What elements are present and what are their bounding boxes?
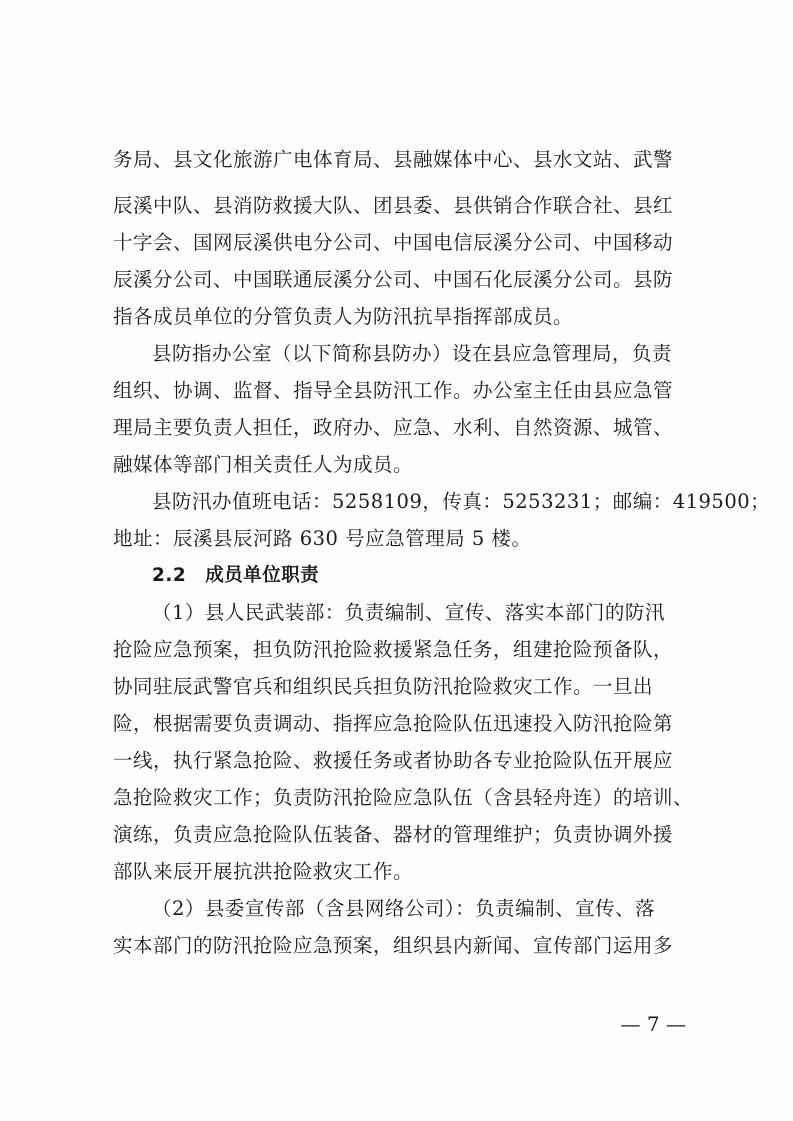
text-line: 十字会、国网辰溪供电分公司、中国电信辰溪分公司、中国移动 — [113, 231, 674, 254]
text-line: 协同驻辰武警官兵和组织民兵担负防汛抢险救灾工作。一旦出 — [113, 675, 654, 698]
text-line: 辰溪中队、县消防救援大队、团县委、县供销合作联合社、县红 — [113, 194, 674, 217]
text-line: 指各成员单位的分管负责人为防汛抗旱指挥部成员。 — [113, 305, 574, 328]
text-line: 抢险应急预案，担负防汛抢险救援紧急任务，组建抢险预备队， — [113, 638, 674, 661]
paragraph-first-line: （2）县委宣传部（含县网络公司）：负责编制、宣传、落 — [152, 897, 656, 920]
page-number: — 7 — — [620, 1012, 686, 1036]
text-line: 辰溪分公司、中国联通辰溪分公司、中国石化辰溪分公司。县防 — [113, 268, 674, 291]
text-line: 务局、县文化旅游广电体育局、县融媒体中心、县水文站、武警 — [113, 148, 674, 171]
text-line: 部队来辰开展抗洪抢险救灾工作。 — [113, 860, 414, 883]
section-heading: 2.2 成员单位职责 — [152, 565, 320, 586]
paragraph-first-line: （1）县人民武装部：负责编制、宣传、落实本部门的防汛 — [152, 601, 665, 624]
text-line: 融媒体等部门相关责任人为成员。 — [113, 453, 414, 476]
text-line: 组织、协调、监督、指导全县防汛工作。办公室主任由县应急管 — [113, 379, 674, 402]
text-line: 急抢险救灾工作；负责防汛抢险应急队伍（含县轻舟连）的培训、 — [113, 786, 694, 809]
text-line: 理局主要负责人担任，政府办、应急、水利、自然资源、城管、 — [113, 416, 674, 439]
text-line: 险，根据需要负责调动、指挥应急抢险队伍迅速投入防汛抢险第 — [113, 712, 674, 735]
paragraph-first-line: 县防指办公室（以下简称县防办）设在县应急管理局，负责 — [152, 342, 673, 365]
text-line: 演练，负责应急抢险队伍装备、器材的管理维护；负责协调外援 — [113, 823, 674, 846]
paragraph-first-line: 县防汛办值班电话：5258109，传真：5253231；邮编：419500； — [152, 490, 771, 513]
text-line: 一线，执行紧急抢险、救援任务或者协助各专业抢险队伍开展应 — [113, 749, 674, 772]
text-line: 实本部门的防汛抢险应急预案，组织县内新闻、宣传部门运用多 — [113, 934, 674, 957]
text-line: 地址：辰溪县辰河路 630 号应急管理局 5 楼。 — [113, 527, 532, 550]
